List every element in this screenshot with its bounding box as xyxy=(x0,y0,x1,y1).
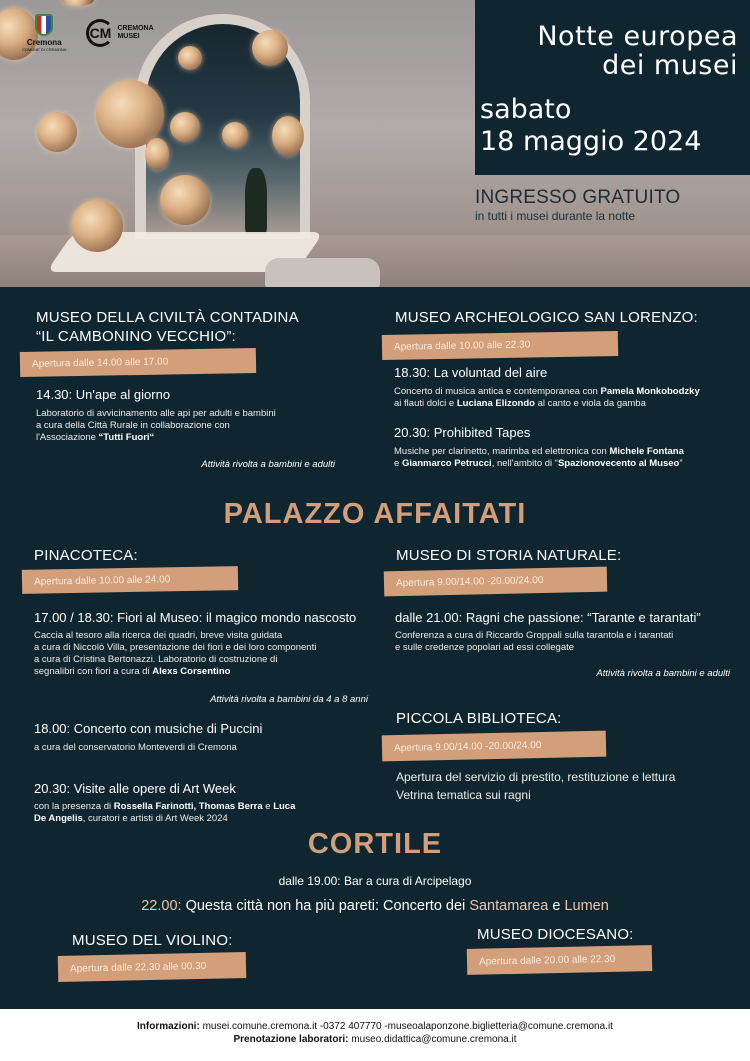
moon-icon xyxy=(170,112,200,142)
title-box xyxy=(475,0,750,175)
free-entry xyxy=(475,187,680,223)
pinacoteca-event1-desc: Caccia al tesoro alla ricerca dei quadri, breve visita guidata a cura di Niccolò Villa, presentazione dei fiori e dei loro componenti a cura di Cristina Bertonazzi. Laboratorio di costruzione di segnalibri con fiori a cura di Alexs Corsentino xyxy=(34,630,317,677)
pinacoteca-event2-desc: a cura del conservatorio Monteverdi di Cremona xyxy=(34,742,237,753)
footer-info: Informazioni: musei.comune.cremona.it -0372 407770 -museoalaponzone.biglietteria@comune.cremona.it xyxy=(137,1021,613,1032)
cortile-heading: CORTILE xyxy=(307,828,443,860)
storia-naturale-event-desc: Conferenza a cura di Riccardo Groppali sulla tarantola e i tarantati e sulle credenze popolari ad essi collegate xyxy=(395,630,674,653)
cortile-concert: 22.00: Questa città non ha più pareti: Concerto dei Santamarea e Lumen xyxy=(141,898,609,914)
diocesano-hours: Apertura dalle 20.00 alle 22.30 xyxy=(467,945,653,975)
footer-contacts xyxy=(0,1009,750,1061)
hero-image xyxy=(0,0,750,287)
biblioteca-desc: Apertura del servizio di prestito, restituzione e lettura Vetrina tematica sui ragni xyxy=(396,770,676,802)
storia-naturale-note: Attività rivolta a bambini e adulti xyxy=(596,668,730,679)
moon-icon xyxy=(71,200,123,252)
cortile-bar: dalle 19.00: Bar a cura di Arcipelago xyxy=(278,874,472,888)
event-title: Notte europea dei musei xyxy=(537,21,738,81)
free-entry-subtitle: in tutti i musei durante la notte xyxy=(475,209,636,223)
program xyxy=(0,287,750,1009)
violino-hours: Apertura dalle 22.30 alle 00.30 xyxy=(58,952,247,982)
event-date: sabato 18 maggio 2024 xyxy=(480,94,702,157)
storia-naturale-hours: Apertura 9.00/14.00 -20.00/24.00 xyxy=(384,567,607,597)
pinacoteca-event1-note: Attività rivolta a bambini da 4 a 8 anni xyxy=(210,694,368,705)
violino-title: MUSEO DEL VIOLINO: xyxy=(72,932,233,949)
diocesano-title: MUSEO DIOCESANO: xyxy=(477,926,634,943)
archeologico-event1-desc: Concerto di musica antica e contemporanea con Pamela Monkobodzky ai flauti dolci e Luciana Elizondo al canto e viola da gamba xyxy=(394,386,700,409)
storia-naturale-event-title: dalle 21.00: Ragni che passione: “Tarante e tarantati” xyxy=(395,610,701,625)
footer-booking: Prenotazione laboratori: museo.didattica@comune.cremona.it xyxy=(233,1034,517,1045)
logo-comune-cremona xyxy=(22,14,66,52)
moon-icon xyxy=(178,46,202,70)
moon-icon xyxy=(272,116,304,156)
pinacoteca-title: PINACOTECA: xyxy=(34,547,138,564)
civilta-title: MUSEO DELLA CIVILTÀ CONTADINA “IL CAMBONINO VECCHIO”: xyxy=(36,309,299,345)
moon-icon xyxy=(145,138,169,170)
pinacoteca-hours: Apertura dalle 10.00 alle 24.00 xyxy=(22,566,238,594)
pinacoteca-event1-title: 17.00 / 18.30: Fiori al Museo: il magico mondo nascosto xyxy=(34,610,357,625)
logo-musei-line2: MUSEI xyxy=(117,33,140,40)
storia-naturale-title: MUSEO DI STORIA NATURALE: xyxy=(396,547,622,564)
cypress-tree xyxy=(245,168,267,234)
pouf xyxy=(265,258,380,287)
logo-musei-line1: CREMONA xyxy=(117,25,154,32)
moon-icon xyxy=(252,30,288,66)
moon-icon xyxy=(37,112,77,152)
biblioteca-title: PICCOLA BIBLIOTECA: xyxy=(396,710,562,727)
civilta-hours: Apertura dalle 14.00 alle 17.00 xyxy=(20,348,256,377)
moon-icon xyxy=(222,122,248,148)
archeologico-event2-desc: Musiche per clarinetto, marimba ed elettronica con Michele Fontana e Gianmarco Petrucci, nell'ambito di “Spazionovecento al Museo” xyxy=(394,446,684,469)
civilta-event-desc: Laboratorio di avvicinamento alle api per adulti e bambini a cura della Città Rurale in collaborazione con l'Associazione “Tutti Fuori“ xyxy=(36,408,276,443)
archeologico-title: MUSEO ARCHEOLOGICO SAN LORENZO: xyxy=(395,309,698,326)
biblioteca-hours: Apertura 9.00/14.00 -20.00/24.00 xyxy=(382,731,606,762)
palazzo-affaitati-heading: PALAZZO AFFAITATI xyxy=(223,498,527,530)
crest-icon xyxy=(35,14,53,36)
free-entry-title: INGRESSO GRATUITO xyxy=(475,187,681,208)
civilta-note: Attività rivolta a bambini e adulti xyxy=(201,459,335,470)
archeologico-event2-title: 20.30: Prohibited Tapes xyxy=(394,425,531,440)
archeologico-hours: Apertura dalle 10.00 alle 22.30 xyxy=(382,331,618,360)
civilta-event-title: 14.30: Un'ape al giorno xyxy=(36,387,171,402)
logo-cremona-name: Cremona xyxy=(26,38,62,47)
pinacoteca-event3-desc: con la presenza di Rossella Farinotti, Thomas Berra e Luca De Angelis, curatori e artisti di Art Week 2024 xyxy=(34,801,296,824)
logo-cremona-sub: COMUNE DI CREMONA xyxy=(22,47,67,52)
logo-cremona-musei xyxy=(86,19,153,47)
moon-icon xyxy=(62,0,94,6)
archeologico-event1-title: 18.30: La voluntad del aire xyxy=(394,365,548,380)
pinacoteca-event3-title: 20.30: Visite alle opere di Art Week xyxy=(34,781,236,796)
pinacoteca-event2-title: 18.00: Concerto con musiche di Puccini xyxy=(34,721,263,736)
cm-logo-icon: CM xyxy=(86,19,114,47)
logos xyxy=(22,14,154,52)
moon-icon xyxy=(160,175,210,225)
